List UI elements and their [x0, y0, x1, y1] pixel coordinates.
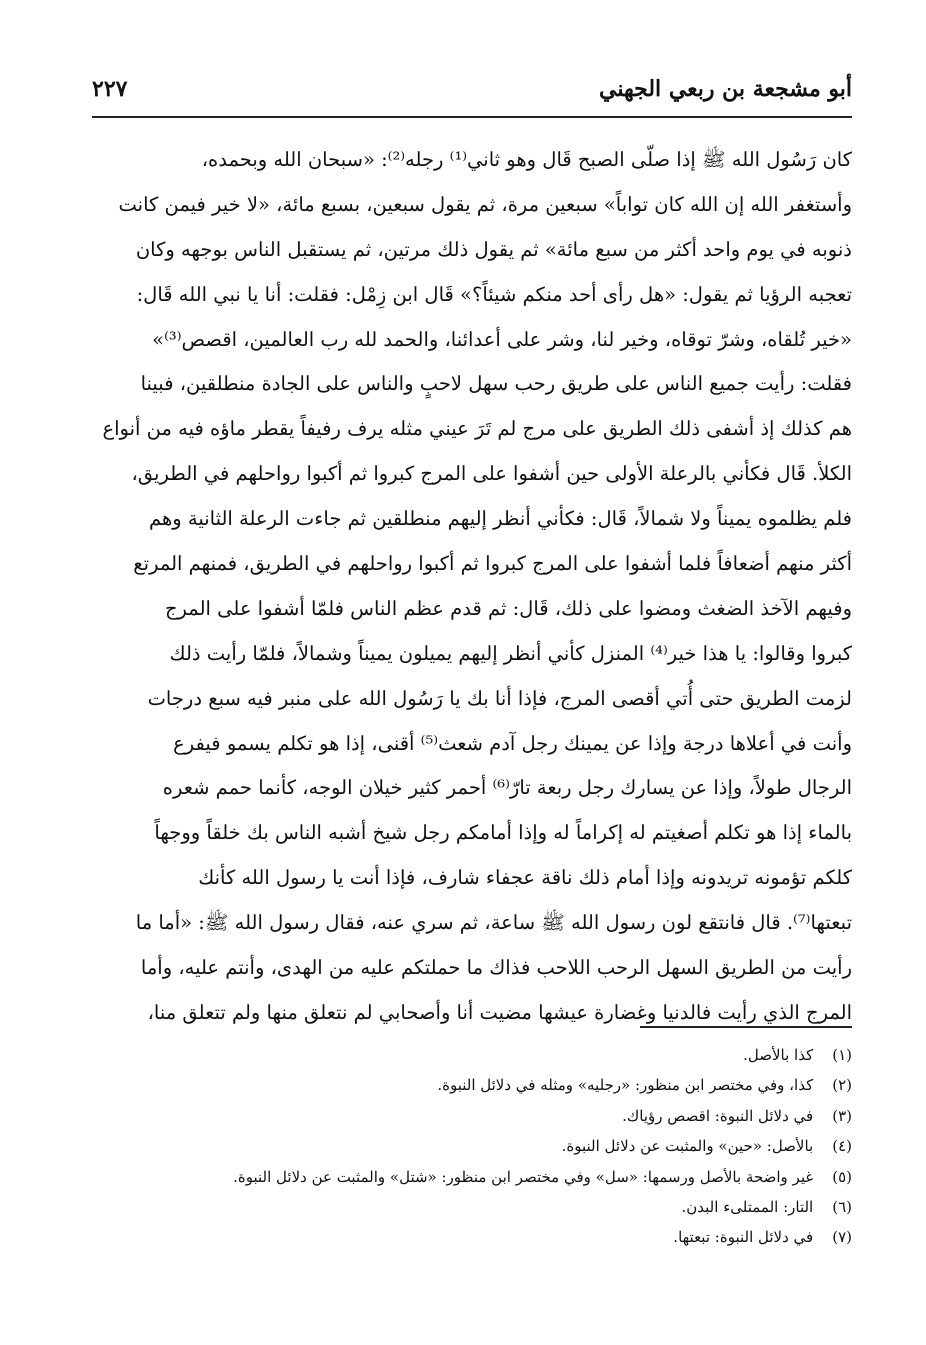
- footnote: [92, 1070, 852, 1100]
- text-line: كلكم تؤمونه تريدونه وإذا أمام ذلك ناقة عجفاء شارف، فإذا أنت يا رسول الله كأنك: [198, 866, 852, 890]
- footnote: [92, 1101, 852, 1131]
- footnote-text: في دلائل النبوة: تبعتها.: [673, 1228, 814, 1247]
- text-line: فقلت: رأيت جميع الناس على طريق رحب سهل لاحبٍ والناس على الجادة منطلقين، فبينا: [140, 372, 852, 396]
- footnotes: [92, 1040, 852, 1253]
- footnote: [92, 1131, 852, 1161]
- text-line: رأيت من الطريق السهل الرحب اللاحب فذاك ما حملتكم عليه من الهدى، وأنتم عليه، وأما: [140, 956, 852, 980]
- text-line: تبعتها⁽⁷⁾. قال فانتقع لون رسول الله ﷺ ساعة، ثم سري عنه، فقال رسول الله ﷺ: «أما ما: [135, 911, 852, 935]
- text-line: لزمت الطريق حتى أُتي أقصى المرج، فإذا أنا بك يا رَسُول الله على منبر فيه سبع درجات: [147, 686, 852, 710]
- footnote-text: غير واضحة بالأصل ورسمها: «سل» وفي مختصر ابن منظور: «شتل» والمثبت عن دلائل النبوة.: [233, 1167, 814, 1186]
- footnote: [92, 1040, 852, 1070]
- text-line: الرجال طولاً، وإذا عن يسارك رجل ربعة تارّ⁽⁶⁾ أحمر كثير خيلان الوجه، كأنما حمم شعره: [162, 776, 852, 800]
- text-line: فلم يظلموه يميناً ولا شمالاً، قَال: فكأني أنظر إليهم منطلقين ثم جاءت الرعلة الثانية وهم: [148, 507, 852, 531]
- footnote: [92, 1222, 852, 1252]
- footnote-text: بالأصل: «حين» والمثبت عن دلائل النبوة.: [561, 1137, 814, 1156]
- text-line: «خير تُلقاه، وشرّ توقاه، وخير لنا، وشر على أعدائنا، والحمد لله رب العالمين، اقصص⁽³⁾»: [152, 327, 852, 351]
- page-header: [92, 70, 852, 118]
- footnote-number: (٤): [832, 1137, 852, 1156]
- footnote-text: كذا، وفي مختصر ابن منظور: «رجليه» ومثله في دلائل النبوة.: [437, 1076, 814, 1095]
- text-line: بالماء إذا هو تكلم أصغيتم له إكراماً له وإذا أمامكم رجل شيخ أشبه الناس بك خلقاً ووجهاً: [154, 821, 852, 845]
- footnote-number: (٢): [832, 1076, 852, 1095]
- footnote-number: (٧): [832, 1228, 852, 1247]
- text-line: الكلأ. قَال فكأني بالرعلة الأولى حين أشفوا على المرج كبروا ثم أكبوا رواحلهم في الطريق،: [131, 462, 852, 486]
- text-line: أكثر منهم أضعافاً فلما أشفوا على المرج كبروا ثم أكبوا رواحلهم في الطريق، فمنهم المرتع: [133, 552, 852, 576]
- page-number: ٢٢٧: [92, 76, 128, 102]
- footnote-separator: [640, 1026, 852, 1028]
- text-line: وفيهم الآخذ الضغث ومضوا على ذلك، قَال: ثم قدم عظم الناس فلمّا أشفوا على المرج: [164, 596, 852, 620]
- footnote-text: كذا بالأصل.: [743, 1046, 814, 1064]
- text-line: كان رَسُول الله ﷺ إذا صلّى الصبح قَال وهو ثاني⁽¹⁾ رجله⁽²⁾: «سبحان الله وبحمده،: [201, 148, 852, 171]
- footnote-text: التار: الممتلىء البدن.: [681, 1197, 814, 1216]
- footnote-number: (٦): [832, 1197, 852, 1216]
- footnote: [92, 1162, 852, 1192]
- footnote-number: (٣): [832, 1106, 852, 1125]
- text-line: ذنوبه في يوم واحد أكثر من سبع مائة» ثم يقول ذلك مرتين، ثم يستقبل الناس بوجهه وكان: [135, 237, 852, 261]
- text-line: تعجبه الرؤيا ثم يقول: «هل رأى أحد منكم شيئاً؟» قَال ابن زِمْل: فقلت: أنا يا نبي الله قَال:: [136, 282, 852, 306]
- body-text: [92, 138, 852, 1036]
- text-line: المرج الذي رأيت فالدنيا وغضارة عيشها مضيت أنا وأصحابي لم نتعلق منها ولم تتعلق منا،: [147, 1000, 852, 1024]
- footnote: [92, 1192, 852, 1222]
- text-line: هم كذلك إذ أشفى ذلك الطريق على مرج لم تَرَ عيني مثله يرف رفيفاً يقطر ماؤه فيه من أنواع: [102, 417, 852, 441]
- footnote-number: (١): [832, 1046, 852, 1064]
- running-title: أبو مشجعة بن ربعي الجهني: [599, 76, 852, 102]
- footnote-number: (٥): [832, 1167, 852, 1186]
- footnote-text: في دلائل النبوة: اقصص رؤياك.: [622, 1106, 814, 1125]
- text-line: كبروا وقالوا: يا هذا خير⁽⁴⁾ المنزل كأني أنظر إليهم يميلون يميناً وشمالاً، فلمّا رأيت ذلك: [169, 641, 852, 665]
- text-line: وأنت في أعلاها درجة وإذا عن يمينك رجل آدم شعث⁽⁵⁾ أقنى، إذا هو تكلم يسمو فيفرع: [173, 731, 852, 755]
- text-line: وأستغفر الله إن الله كان تواباً» سبعين مرة، ثم يقول سبعين، بسبع مائة، «لا خير فيمن كانت: [118, 192, 852, 216]
